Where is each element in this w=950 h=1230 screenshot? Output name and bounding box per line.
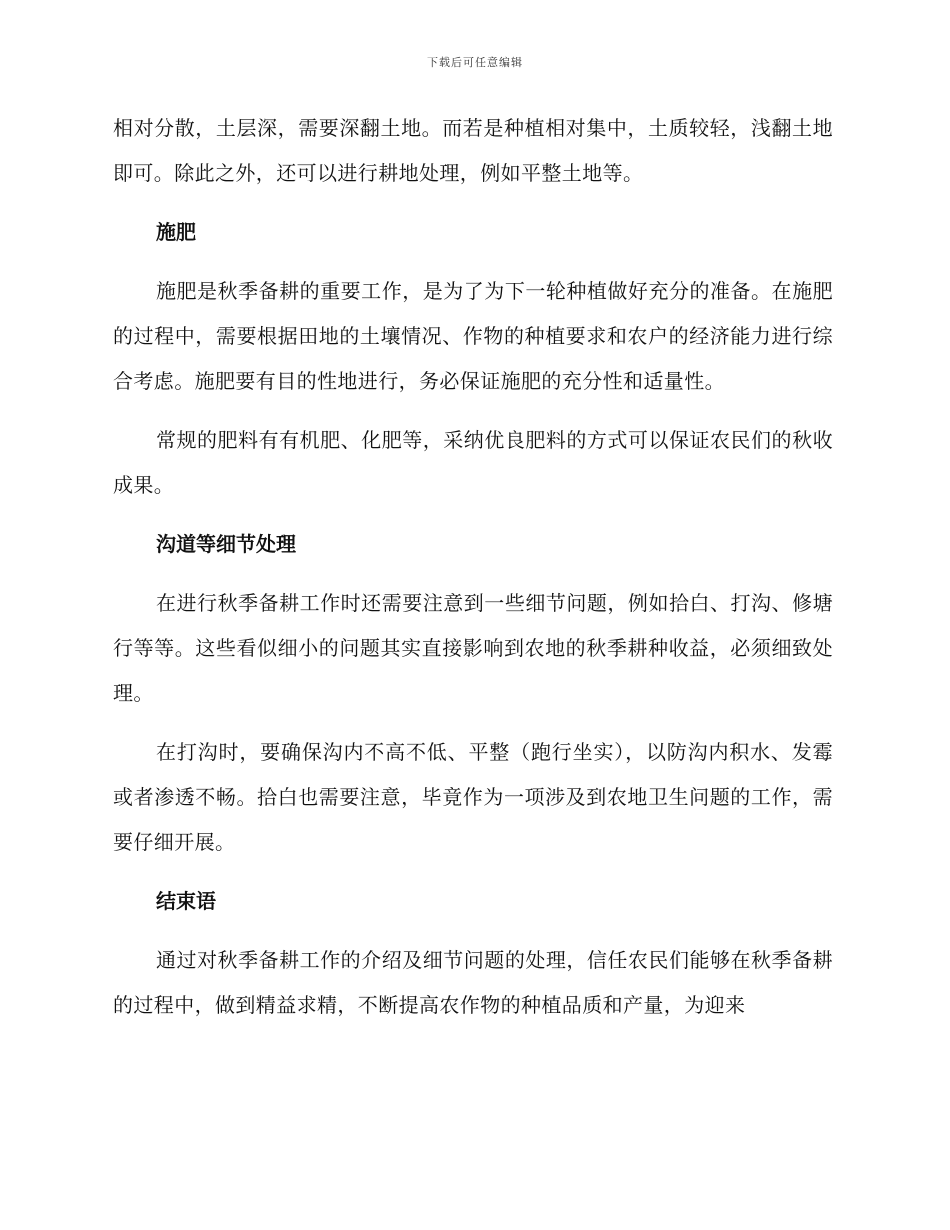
document-body xyxy=(113,106,833,1042)
section-heading-fertilizing: 施肥 xyxy=(156,220,196,244)
paragraph-tillage-continued: 相对分散，土层深，需要深翻土地。而若是种植相对集中，土质较轻，浅翻土地即可。除此之外，还可以进行耕地处理，例如平整土地等。 xyxy=(113,116,833,185)
section-heading-conclusion: 结束语 xyxy=(156,889,216,913)
paragraph-fertilizing-importance: 施肥是秋季备耕的重要工作，是为了为下一轮种植做好充分的准备。在施肥的过程中，需要根据田地的土壤情况、作物的种植要求和农户的经济能力进行综合考虑。施肥要有目的性地进行，务必保证施肥的充分性和适量性。 xyxy=(113,279,833,393)
page-header: 下载后可任意编辑 xyxy=(427,56,523,69)
section-heading-ditch-details: 沟道等细节处理 xyxy=(156,532,296,556)
paragraph-fertilizer-types: 常规的肥料有有机肥、化肥等，采纳优良肥料的方式可以保证农民们的秋收成果。 xyxy=(113,428,833,497)
paragraph-ditching: 在打沟时，要确保沟内不高不低、平整（跑行坐实），以防沟内积水、发霉或者渗透不畅。拾白也需要注意，毕竟作为一项涉及到农地卫生问题的工作，需要仔细开展。 xyxy=(113,740,833,854)
paragraph-detail-issues: 在进行秋季备耕工作时还需要注意到一些细节问题，例如拾白、打沟、修塘行等等。这些看似细小的问题其实直接影响到农地的秋季耕种收益，必须细致处理。 xyxy=(113,591,833,705)
paragraph-conclusion: 通过对秋季备耕工作的介绍及细节问题的处理，信任农民们能够在秋季备耕的过程中，做到精益求精，不断提高农作物的种植品质和产量，为迎来 xyxy=(113,948,833,1017)
